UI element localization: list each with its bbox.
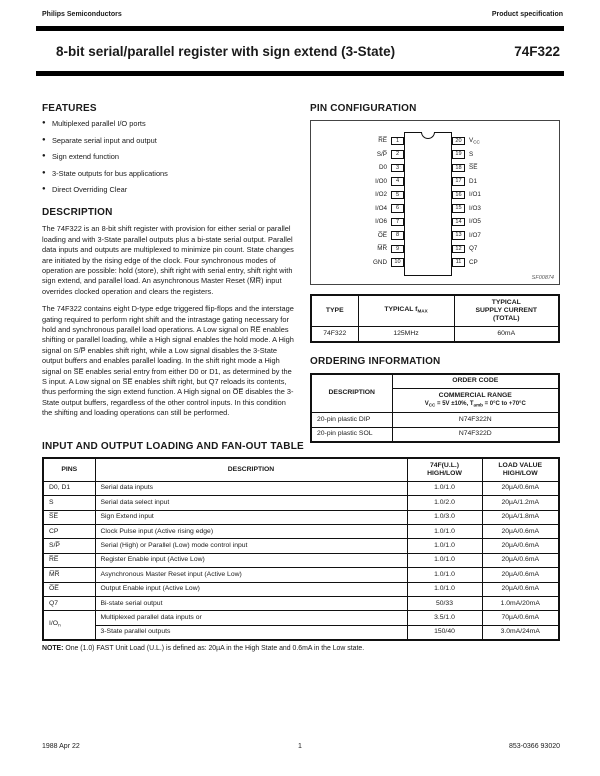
unit-load-cell: 1.0/1.0: [407, 553, 482, 567]
load-value-cell: 20µA/1.8mA: [482, 510, 559, 524]
pin-row: [452, 256, 552, 270]
pin-label: I/O0: [375, 177, 387, 185]
feature-item: ● Separate serial input and output: [42, 137, 298, 145]
description-cell: Serial data select input: [95, 496, 407, 510]
note-label: NOTE:: [42, 645, 64, 653]
load-value-cell: 20µA/0.6mA: [482, 553, 559, 567]
features-heading: FEATURES: [42, 103, 97, 114]
pin-number: 11: [452, 258, 465, 267]
unit-load-cell: 150/40: [407, 625, 482, 640]
supply-value: 60mA: [454, 327, 559, 342]
right-pin-column: [452, 134, 552, 269]
load-value-cell: 20µA/0.6mA: [482, 568, 559, 582]
fanout-table: [42, 457, 560, 641]
table-row: [311, 413, 559, 427]
table-row: [43, 597, 559, 611]
ic-body: [404, 132, 452, 276]
pin-row: [452, 202, 552, 216]
pin-number: 19: [452, 150, 465, 159]
ic-notch-icon: [421, 132, 435, 139]
unit-load-header: 74F(U.L.) HIGH/LOW: [407, 458, 482, 481]
order-code: N74F322D: [392, 427, 559, 442]
pin-row: [311, 148, 404, 162]
table-row: [43, 582, 559, 596]
fanout-heading: INPUT AND OUTPUT LOADING AND FAN-OUT TABLE: [42, 441, 304, 452]
pin-row: [452, 188, 552, 202]
pin-label: I/O6: [375, 218, 387, 226]
pin-row: [311, 134, 404, 148]
table-row: [43, 481, 559, 495]
pin-label: I/O4: [375, 204, 387, 212]
order-code: N74F322N: [392, 413, 559, 427]
load-value-cell: 3.0mA/24mA: [482, 625, 559, 640]
pin-label: GND: [373, 258, 387, 266]
pin-label: M̅R̅: [377, 245, 387, 253]
feature-item: ● Multiplexed parallel I/O ports: [42, 120, 298, 128]
pin-row: [311, 161, 404, 175]
pin-label: S/P̅: [376, 150, 387, 158]
fanout-section: [42, 441, 560, 652]
pin-number: 18: [452, 164, 465, 173]
load-value-cell: 20µA/0.6mA: [482, 539, 559, 553]
pin-label: Q7: [469, 245, 478, 253]
feature-item: ● Direct Overriding Clear: [42, 186, 298, 194]
page-title: 8-bit serial/parallel register with sign extend (3-State): [56, 44, 396, 59]
part-number: 74F322: [514, 44, 560, 59]
pin-row: [311, 215, 404, 229]
pin-configuration-figure: [310, 120, 560, 285]
pin-label: $V_{CC}$: [469, 137, 480, 145]
pin-number: 13: [452, 231, 465, 240]
table-header-row: [43, 458, 559, 481]
right-column: [310, 103, 560, 443]
feature-item: ● 3-State outputs for bus applications: [42, 170, 298, 178]
description-cell: 3-State parallel outputs: [95, 625, 407, 640]
pin-row: [452, 134, 552, 148]
pin-number: 12: [452, 245, 465, 254]
fmax-value: 125MHz: [358, 327, 454, 342]
header-publisher: Philips Semiconductors: [42, 11, 122, 18]
description-cell: Bi-state serial output: [95, 597, 407, 611]
package-description: 20-pin plastic SOL: [311, 427, 392, 442]
pin-label: I/O1: [469, 191, 481, 199]
figure-reference-label: SF00874: [531, 275, 554, 281]
unit-load-cell: 1.0/3.0: [407, 510, 482, 524]
pin-row: [452, 161, 552, 175]
pin-number: 14: [452, 218, 465, 227]
type-value: 74F322: [311, 327, 358, 342]
pin-row: [311, 175, 404, 189]
ordering-table: [310, 373, 560, 444]
description-header: DESCRIPTION: [311, 374, 392, 413]
pin-cell: $I/O_n$: [43, 611, 95, 640]
pin-cell: S/P̅: [43, 539, 95, 553]
order-code-header: ORDER CODE: [392, 374, 559, 389]
footer-date: 1988 Apr 22: [42, 743, 80, 750]
load-value-cell: 1.0mA/20mA: [482, 597, 559, 611]
type-header: TYPE: [311, 295, 358, 327]
pin-cell: O̅E̅: [43, 582, 95, 596]
pin-number: 7: [391, 218, 404, 227]
package-description: 20-pin plastic DIP: [311, 413, 392, 427]
pin-row: [452, 148, 552, 162]
table-row: [43, 510, 559, 524]
description-header: DESCRIPTION: [95, 458, 407, 481]
supply-current-header: TYPICAL SUPPLY CURRENT (TOTAL): [454, 295, 559, 327]
pin-label: I/O7: [469, 231, 481, 239]
pin-number: 20: [452, 137, 465, 146]
left-column: [42, 103, 298, 426]
pin-label: D0: [378, 164, 387, 172]
description-cell: Output Enable input (Active Low): [95, 582, 407, 596]
pins-header: PINS: [43, 458, 95, 481]
load-value-cell: 20µA/0.6mA: [482, 481, 559, 495]
table-header-row: [311, 295, 559, 327]
pin-cell: S̅E̅: [43, 510, 95, 524]
unit-load-cell: 1.0/1.0: [407, 481, 482, 495]
pin-label: R̅E̅: [378, 137, 387, 145]
description-paragraph-2: The 74F322 contains eight D-type edge triggered flip-flops and the interstage gating required to perform right shift and the intrastage gating necessary for hold and synchronous parallel load operations. A Low signal on R̅E̅ enables shifting or parallel loading, while a High signal enables the hold mode. A High signal on S/P̅ enables shift right, while a Low signal disables the 3-State output buffers and enables parallel loading. In the shift right mode a High signal on S̅E̅ enables serial entry from either D0 or D1, as determined by the S input. A Low signal on S̅E̅ enables shift right, but Q7 reloads its contents, thus performing the sign extend function. A High signal on O̅E̅ disables the 3-State output buffers, regardless of the other control inputs. In this condition the shifting and loading operations can still be performed.: [42, 304, 294, 418]
pin-number: 16: [452, 191, 465, 200]
table-row: [43, 553, 559, 567]
pin-number: 4: [391, 177, 404, 186]
pin-cell: Q7: [43, 597, 95, 611]
unit-load-cell: 1.0/1.0: [407, 582, 482, 596]
pin-number: 10: [391, 258, 404, 267]
table-row: [43, 568, 559, 582]
commercial-range-header: COMMERCIAL RANGE $V_{CC} = 5V \pm 10\%$, $T_{amb} = 0^\circ C$ to +70°C: [392, 389, 559, 413]
description-heading: DESCRIPTION: [42, 207, 113, 219]
pin-label: D1: [469, 177, 478, 185]
unit-load-cell: 1.0/1.0: [407, 525, 482, 539]
page-number: 1: [298, 743, 302, 750]
table-row: [43, 625, 559, 640]
description-cell: Serial (High) or Parallel (Low) mode control input: [95, 539, 407, 553]
pin-label: I/O3: [469, 204, 481, 212]
pin-label: I/O5: [469, 218, 481, 226]
pin-label: O̅E̅: [377, 231, 387, 239]
unit-load-cell: 1.0/2.0: [407, 496, 482, 510]
fmax-header: TYPICAL $f_{MAX}$: [358, 295, 454, 327]
description-cell: Asynchronous Master Reset input (Active Low): [95, 568, 407, 582]
table-row: [43, 525, 559, 539]
description-cell: Clock Pulse input (Active rising edge): [95, 525, 407, 539]
description-cell: Sign Extend input: [95, 510, 407, 524]
pin-number: 1: [391, 137, 404, 146]
features-list: [42, 120, 298, 194]
description-paragraph-1: The 74F322 is an 8-bit shift register with provision for either serial or parallel loading and with 3-State parallel outputs plus a bi-state serial output. Parallel data inputs and outputs are multiplexed to minimize pin count. State changes are initiated by the rising edge of the clock. Four synchronous modes of operation are possible: hold (store), shift right with serial entry, shift right with sign extend, and parallel load. An asynchronous Master Reset (M̅R̅) input overrides clocked operation and clears the registers.: [42, 224, 294, 296]
pin-number: 17: [452, 177, 465, 186]
left-pin-column: [311, 134, 404, 269]
pin-row: [311, 256, 404, 270]
unit-load-cell: 1.0/1.0: [407, 568, 482, 582]
pin-configuration-heading: PIN CONFIGURATION: [310, 103, 417, 114]
load-value-cell: 70µA/0.6mA: [482, 611, 559, 625]
description-cell: Multiplexed parallel data inputs or: [95, 611, 407, 625]
load-value-cell: 20µA/1.2mA: [482, 496, 559, 510]
pin-number: 9: [391, 245, 404, 254]
pin-cell: D0, D1: [43, 481, 95, 495]
table-row: [43, 611, 559, 625]
pin-cell: S: [43, 496, 95, 510]
pin-label: S: [469, 150, 474, 158]
footer-doc-id: 853-0366 93020: [509, 743, 560, 750]
table-note: NOTE: One (1.0) FAST Unit Load (U.L.) is defined as: 20µA in the High State and 0.6mA in the Low state.: [42, 645, 365, 653]
table-row: [43, 539, 559, 553]
pin-label: S̅E̅: [469, 164, 478, 172]
table-row: [311, 327, 559, 342]
pin-row: [311, 202, 404, 216]
pin-label: CP: [469, 258, 478, 266]
feature-item: ● Sign extend function: [42, 153, 298, 161]
pin-cell: M̅R̅: [43, 568, 95, 582]
header-rule: [36, 26, 564, 31]
unit-load-cell: 3.5/1.0: [407, 611, 482, 625]
pin-number: 2: [391, 150, 404, 159]
pin-number: 3: [391, 164, 404, 173]
pin-label: I/O2: [375, 191, 387, 199]
pin-row: [452, 242, 552, 256]
table-row: [311, 427, 559, 442]
pin-row: [311, 242, 404, 256]
pin-row: [452, 215, 552, 229]
pin-row: [452, 229, 552, 243]
unit-load-cell: 50/33: [407, 597, 482, 611]
ordering-heading: ORDERING INFORMATION: [310, 355, 441, 367]
load-value-header: LOAD VALUE HIGH/LOW: [482, 458, 559, 481]
pin-number: 5: [391, 191, 404, 200]
description-cell: Register Enable input (Active Low): [95, 553, 407, 567]
pin-number: 8: [391, 231, 404, 240]
pin-row: [311, 188, 404, 202]
pin-number: 15: [452, 204, 465, 213]
unit-load-cell: 1.0/1.0: [407, 539, 482, 553]
pin-cell: CP: [43, 525, 95, 539]
pin-number: 6: [391, 204, 404, 213]
load-value-cell: 20µA/0.6mA: [482, 525, 559, 539]
load-value-cell: 20µA/0.6mA: [482, 582, 559, 596]
type-table: [310, 294, 560, 343]
title-rule: [36, 71, 564, 76]
pin-row: [452, 175, 552, 189]
description-cell: Serial data inputs: [95, 481, 407, 495]
table-header-row: [311, 374, 559, 389]
pin-cell: R̅E̅: [43, 553, 95, 567]
table-row: [43, 496, 559, 510]
header-doc-type: Product specification: [491, 11, 563, 18]
pin-row: [311, 229, 404, 243]
